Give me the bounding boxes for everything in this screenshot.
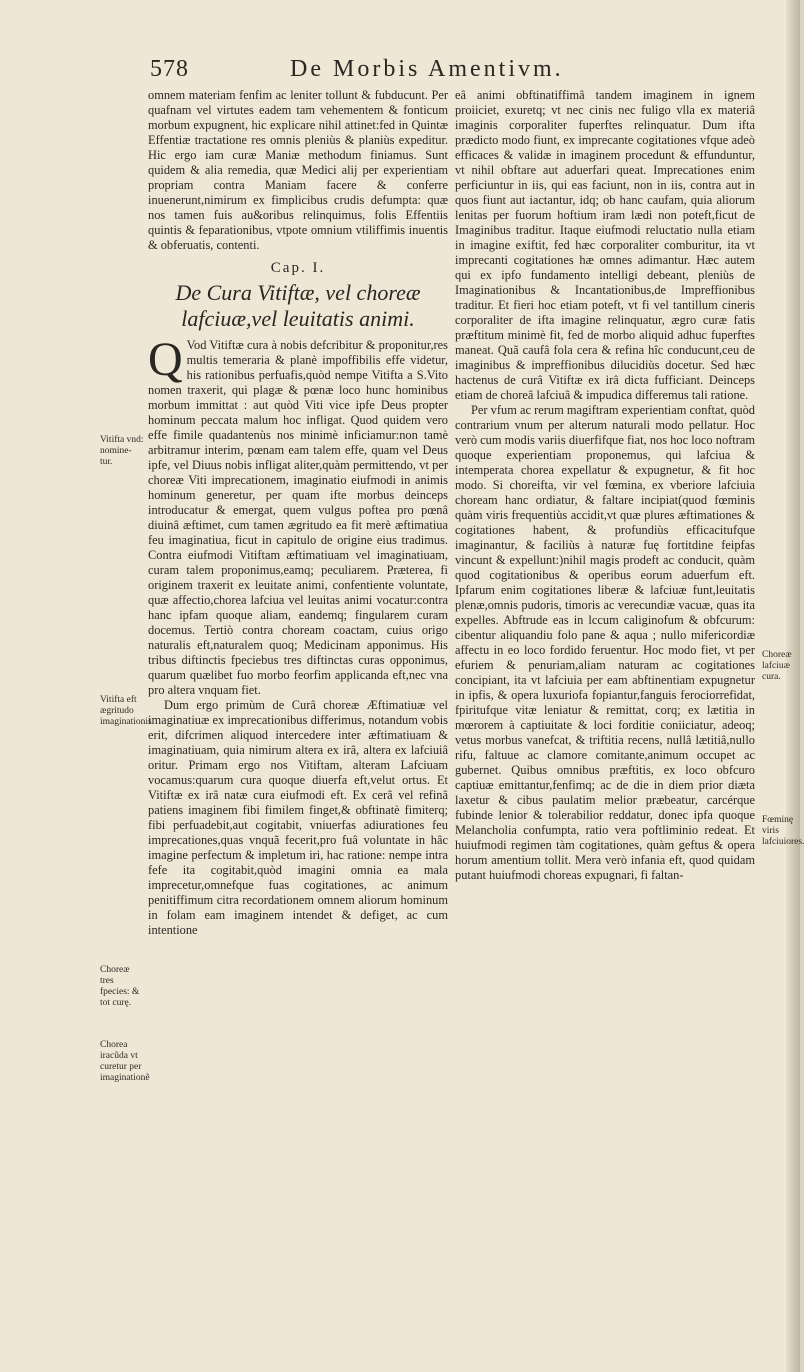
drop-cap: Q xyxy=(148,333,183,386)
paragraph: Per vfum ac rerum magiftram experientiam conftat, quòd contrarium vnum per alterum naturali modo pellatur. Hoc verò cum modis variis diuerfifque fiat, nos hoc loco noftram quoque experientiam proponemus, qui lafciua & intemperata chorea expellatur & expugnetur, & fit hoc modo. Si choreifta, vir vel fœmina, ex vberiore lafciuia choream hanc ordiatur, & faltare incipiat(quod fœminis quàm viris frequentiùs accidit,vt quæ plures æftimationes & cogitationes habent, & profundiùs efficacitufque imaginantur, & faciliùs à naturæ fuę fortitdine feipfas vincunt & expellunt:)nihil magis prodeft ac conducit, quàm quod cogitationibus & operibus eorum aduerfum eft. Ipfarum enim cogitationes liberæ & lafciuæ funt,leuitatis plenæ,omnis pudoris, timoris ac verecundiæ vacuæ, quas ita expelles. Abftrude eas in lccum caliginofum & obfcurum: cibentur aliquandiu folo pane & aqua ; nullo mifericordiæ affectu in eo loco fordido feruentur. Hoc modo fiet, vt per efuriem & penuriam,aliam naturam ac cogitationes concipiant, ita vt lafciuia per eam abftinentiam expugnetur in ipfis, & opera luxuriofa fopiantur,fanguis ferociorrefidat, fpiritufque vitæ leniatur & remittat, corq; ex lætitia in mœrorem à captiuitate & loci forditie coniiciatur, adeoq; vetus morbus vanefcat, & triftitia recens, nullâ lætitiâ,nullo rifu, faltuue ac clamore comitante,animum occupet ac gubernet. Quibus omnibus præftitis, ex loco obfcuro captiuæ emittantur,fenfimq; ac de die in diem prior diæta laxetur & cibus paulatim melior præbeatur, carcérque fubinde lenior & tolerabilior reddatur, donec ipfa quoque Melancholia confumpta, ratio vera poftliminio redeat. Et huiufmodi regimen tàm cogitationes, quàm geftus & opera horum amentium tollit. Mera verò infania eft, quod quidam putant huiufmodi choreas expugnari, fi faltan- xyxy=(455,403,755,882)
paragraph: eâ animi obftinatiffimâ tandem imaginem in ignem proiiciet, exuretq; vt nec cinis nec fuligo vlla ex materiâ imaginis corporaliter fuperftes relinquatur. Dum ifta prædicto modo fiunt, ex imprecante cogitationes vfque adeò efficaces & validæ in imaginem procedunt & effunduntur, vt nihil obftare aut aduerfari queat. Imprecationes enim perficiuntur in iis, qui eas faciunt, non in iis, contra aut in quos fiunt aut iactantur, idq; ob hanc caufam, quia aliorum lenitas per fuorum hoftium iram lædi non poteft,ficut de Imaginibus traditur. Itaque eiufmodi reluctatio nulla etiam in imagine exiftit, fed hæc corporaliter comburitur, ita vt imprecanti cogitationes hæ omnes adimantur. Hæc autem qui ex ipfo fundamento intelligi debeant, pleniùs de Imaginationibus & Incantationibus,de Impreffionibus traditur. Et fieri hoc etiam poteft, vt fi vel tantillum cineris corporaliter de ifta imagine relinquatur, ægro curæ fatis præftitum minimè fit, fed de morbo aliquid adhuc fuperftes maneat. Quã caufâ fola cera & refina hîc conducunt,ceu de imaginibus & impreffionibus dilucidiùs docetur. Sed hæc hactenus de curâ Vitiftæ ex irâ dicta fufficiant. Deinceps etiam de choreâ lafciuâ & impudica differemus tali ratione. xyxy=(455,88,755,402)
chapter-title: De Cura Vitiftæ, vel choreæ lafciuæ,vel leuitatis animi. xyxy=(175,280,421,331)
right-column xyxy=(455,88,755,1358)
marginal-note: Chorea iracũda vt curetur per imaginationẽ xyxy=(100,1040,150,1083)
paragraph-text: Vod Vitiftæ cura à nobis defcribitur & proponitur,res multis temeraria & planè impoffibilis effe videtur, his rationibus perfuafis,quòd nempe Vitifta a S.Vito nomen traxerit, qui plagæ & pœnæ loco hunc hominibus morbum immittat : aut quòd Viti vice ipfe Deus propter hominum peccata malum hoc infligat. Quod quidem vero effe fimile quadantenùs nos minimè inficiamur:non tamè arbitramur interim, pœnam eam talem effe, quam vel Deus ipfe, vel Diuus nobis infligat aliter,quàm permittendo, vt per choreæ Viti imprecationem, imaginatio eiufmodi in animis hominum generetur, per quam ifte morbus deinceps introducatur & emergat, quem vulgus poftea pro pœnâ diuinâ æftimet, cum tamen ægritudo ea fit merè æftimatiua feu imaginatiua, ficut in capitulo de origine eius tradimus. Contra eiufmodi Vitiftam æftimatiuam vel imaginatiuam, curam talem proponimus,eamq; peculiarem. Præterea, fi originem traxerit ex leuitate animi, confentiente voluntate, quæ affectio,chorea lafciua vel leuitas animi vocatur:contra hanc ipfam quoque aliam, eandemq; fingularem curam docemus. Tertiò contra choream coactam, cuius origo naturalis eft,naturalem quoq; Medicinam apponimus. His tribus diftinctis fpeciebus tres diftinctas curas opponimus, quarum quælibet fuo morbo feorfim applicanda eft,nec vna pro altera vnquam fiet. xyxy=(148,338,448,697)
marginal-note: Fœminę viris lafciuiores. xyxy=(762,815,804,847)
marginal-note: Choreæ tres fpecies: & tot curę. xyxy=(100,965,140,1008)
page-number: 578 xyxy=(150,56,189,82)
marginal-note: Vitifta eft ægritudo imaginationis. xyxy=(100,695,155,727)
paragraph: omnem materiam fenfim ac leniter tollunt & fubducunt. Per quafnam vel virtutes eadem tam vehementem & fonticum morbum expugnent, hic explicare nihil attinet:fed in Quintæ Effentiæ tractatione res omnis pleniùs & planiùs expeditur. Hic ergo iam curæ Maniæ methodum finiamus. Sunt quidem & alia remedia, quæ Medici alij per experientiam propriam contra Maniam facere & conferre inuenerunt,nimirum ex fimplicibus crudis defumpta: quæ nos tamen fuis au&oribus relinquimus, folis Effentiis quintis & feparationibus, vtpote omnium vtiliffimis inuentis & obferuatis, contenti. xyxy=(148,88,448,252)
marginal-note: Choreæ lafciuæ cura. xyxy=(762,650,792,682)
running-title: De Morbis Amentivm. xyxy=(290,56,564,82)
page-spine-shadow xyxy=(786,0,800,1372)
running-header xyxy=(150,56,770,90)
marginal-note: Vitifta vnd: nomine-tur. xyxy=(100,435,144,467)
paragraph xyxy=(148,333,448,698)
paragraph: Dum ergo primùm de Curâ choreæ Æftimatiuæ vel imaginatiuæ ex imprecationibus differimus, notandum vobis erit, difcrimen aliquod intercedere inter æftimatiuam & imaginatiuam, quia nimirum altera ex irâ, altera ex lafciuiâ oritur. Primam ergo nos Vitiftam, alteram Lafciuam vocamus:quarum cura quoque diuerfa eft,velut ortus. Et Vitiftæ ex irâ natæ cura eiufmodi eft. Ex cerâ vel refinâ patiens imaginem fibi fimilem finget,& obftinatè fimiterq; fibi perfuadebit,aut cogitabit, vniuerfas adiurationes feu imprecationes,quas vnquã fecerit,pro fuâ voluntate in hâc imagine perfectum & impletum iri, hac ratione: nempe intra fefe ita cogitabit,quòd imagini omnia ea mala imprecetur,omnefque fuas cogitationes, ac animum penitiffimum citra recordationem omnem aliorum hominum in folam eam imaginem intendet & defiget, ac cum intentione xyxy=(148,698,448,937)
chapter-number: Cap. I. xyxy=(270,260,326,276)
left-column xyxy=(148,88,448,1358)
